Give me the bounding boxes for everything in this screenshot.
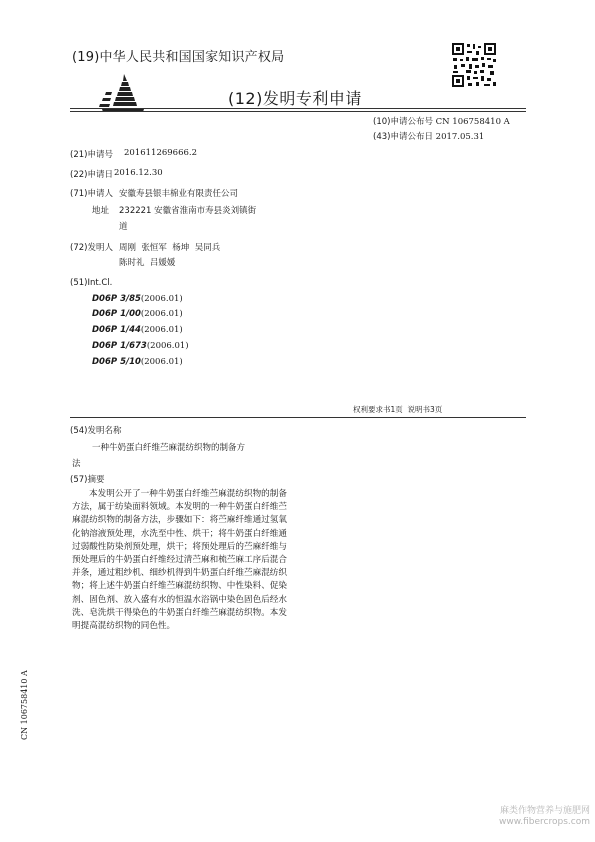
page-count-note: 权利要求书1页 说明书3页: [353, 405, 443, 414]
ipc-entry: [92, 294, 183, 304]
ipc-code: D06P 3/85: [92, 294, 141, 304]
header-rule-thin: [70, 111, 526, 112]
publication-date-row: [373, 130, 484, 142]
ipc-code: D06P 1/00: [92, 309, 141, 319]
watermark-line-2: www.fibercrops.com: [499, 817, 590, 827]
header-rule: [70, 108, 526, 109]
publication-number: CN 106758410 A: [435, 117, 510, 127]
ipc-code: D06P 1/44: [92, 325, 141, 335]
publication-date-label: (43)申请公布日: [373, 132, 433, 142]
application-number-label: (21)申请号: [70, 150, 113, 160]
ipc-code: D06P 5/10: [92, 357, 141, 367]
ipc-code: D06P 1/673: [92, 341, 147, 351]
ipc-version: (2006.01): [140, 357, 183, 367]
applicant-label: (71)申请人: [70, 189, 113, 199]
ipc-entry: [92, 309, 183, 319]
ipc-version: (2006.01): [146, 341, 189, 351]
int-cl-label: (51)Int.Cl.: [70, 278, 113, 288]
cnipa-emblem-icon: [96, 72, 152, 116]
applicant: 安徽寿县银丰棉业有限责任公司: [119, 189, 239, 199]
document-type-title: (12)发明专利申请: [228, 89, 362, 108]
abstract-text: 本发明公开了一种牛奶蛋白纤维苎麻混纺织物的制备方法，属于纺染面料领域。本发明的一种牛奶蛋白纤维苎麻混纺织物的制备方法，步骤如下：将苎麻纤维通过氢氧化钠溶液预处理，水洗至中性、烘干；将牛奶蛋白纤维通过弱酸性防染剂预处理，烘干；将预处理后的苎麻纤维与预处理后的牛奶蛋白纤维经过清苎麻和梳苎麻工序后混合并条，通过粗纱机、细纱机得到牛奶蛋白纤维苎麻混纺织物；将上述牛奶蛋白纤维苎麻混纺织物、中性染料、促染剂、固色剂、放入盛有水的恒温水浴锅中染色固色后经水洗、皂洗烘干得染色的牛奶蛋白纤维苎麻混纺织物。本发明提高混纺织物的同色性。: [72, 489, 287, 632]
address-label: 地址: [92, 206, 110, 216]
publication-date: 2017.05.31: [435, 132, 485, 142]
invention-title-line-2: 法: [72, 459, 81, 469]
publication-number-label: (10)申请公布号: [373, 117, 433, 127]
ipc-entry: [92, 325, 183, 335]
publication-number-row: [373, 115, 510, 127]
address-line-1: 232221 安徽省淮南市寿县炎刘镇街: [119, 206, 257, 216]
title-label: (54)发明名称: [70, 426, 122, 436]
address-line-2: 道: [119, 222, 128, 232]
ipc-entry: [92, 341, 189, 351]
filing-date-label: (22)申请日: [70, 170, 113, 180]
application-number: 201611269666.2: [124, 148, 198, 158]
ipc-version: (2006.01): [140, 294, 183, 304]
abstract-label: (57)摘要: [70, 475, 105, 485]
ipc-version: (2006.01): [140, 325, 183, 335]
filing-date: 2016.12.30: [114, 168, 163, 178]
qr-code: [451, 42, 497, 88]
side-publication-number: CN 106758410 A: [20, 670, 29, 740]
section-rule: [70, 417, 526, 418]
watermark-line-1: 麻类作物营养与施肥网: [499, 806, 590, 816]
inventors-label: (72)发明人: [70, 243, 113, 253]
invention-title-line-1: 一种牛奶蛋白纤维苎麻混纺织物的制备方: [92, 443, 246, 453]
inventors-line-2: 陈时礼 吕媛媛: [119, 258, 176, 268]
ipc-entry: [92, 357, 183, 367]
ipc-version: (2006.01): [140, 309, 183, 319]
patent-office-name: (19)中华人民共和国国家知识产权局: [72, 50, 285, 65]
inventors-line-1: 周刚 张恒军 杨坤 吴同兵: [119, 243, 221, 253]
site-watermark: [470, 806, 590, 828]
